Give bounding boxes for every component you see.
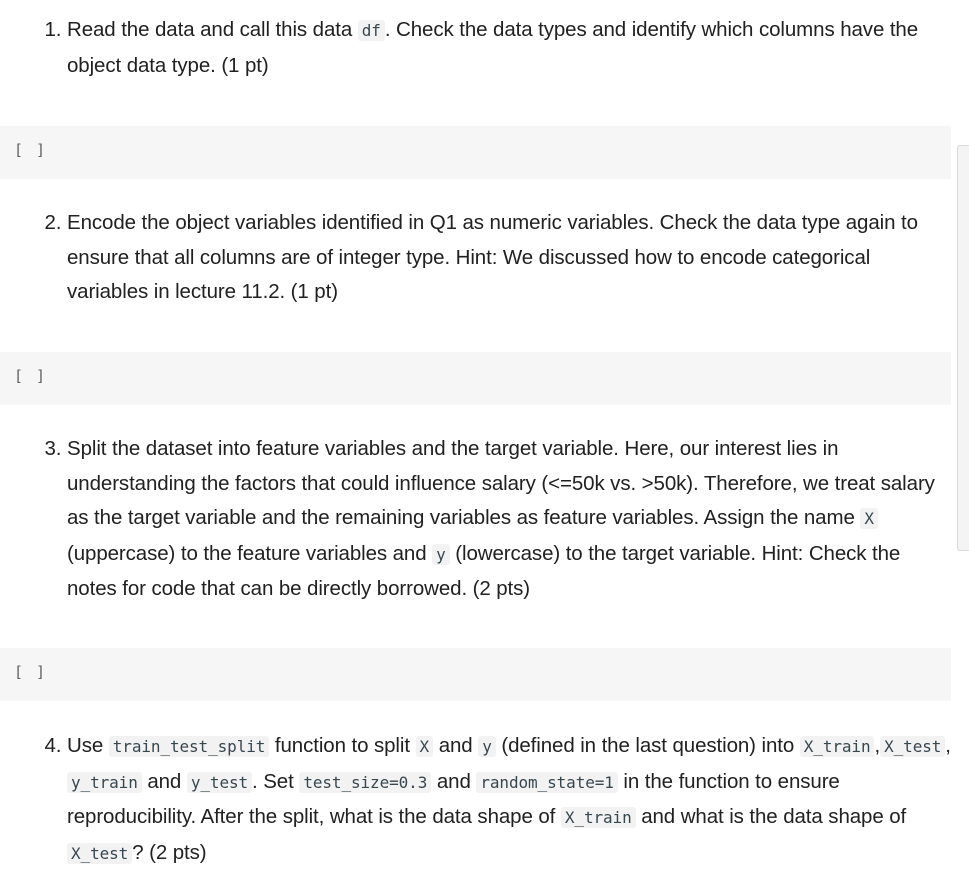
inline-code: y [478, 736, 496, 757]
inline-code: X_train [561, 807, 636, 828]
run-cell-button[interactable]: [ ] [14, 663, 48, 681]
inline-code: X_test [67, 843, 132, 864]
run-cell-button[interactable]: [ ] [14, 367, 48, 385]
code-cell-1[interactable] [0, 126, 951, 179]
inline-code: y [432, 544, 450, 565]
code-cell-3[interactable] [0, 648, 951, 701]
inline-code: X [416, 736, 434, 757]
inline-code: y_train [67, 772, 142, 793]
inline-code: X_test [880, 736, 945, 757]
inline-code: random_state=1 [476, 772, 617, 793]
question-3-cell [0, 432, 955, 607]
inline-code: y_test [187, 772, 252, 793]
scrollbar[interactable] [957, 145, 969, 551]
inline-code: X_train [800, 736, 875, 757]
question-4-cell [0, 729, 955, 871]
question-3-text: 3. Split the dataset into feature variables and the target variable. Here, our interest lies in understanding the factors that could influence salary (<=50k vs. >50k). Therefore, we treat salary as the target variable and the remaining variables as feature variables. Assign the name X (uppercase) to the feature variables and y (lowercase) to the target variable. Hint: Check the notes for code that can be directly borrowed. (2 pts) [67, 432, 955, 607]
code-cell-2[interactable] [0, 352, 951, 405]
question-2-text: 2. Encode the object variables identified in Q1 as numeric variables. Check the data type again to ensure that all columns are of integer type. Hint: We discussed how to encode categorical variables in lecture 11.2. (1 pt) [67, 206, 955, 310]
question-2-cell [0, 206, 955, 310]
inline-code: test_size=0.3 [299, 772, 431, 793]
inline-code: df [358, 20, 385, 41]
question-4-text: 4. Use train_test_split function to split X and y (defined in the last question) into X_train , X_test , y_train and y_test . Set test_size=0.3 and random_state=1 in the function to ensure reproducibility. After the split, what is the data shape of X_train and what is the data shape of X_test ? (2 pts) [67, 729, 955, 871]
run-cell-button[interactable]: [ ] [14, 141, 48, 159]
question-1-text: 1. Read the data and call this data df . Check the data types and identify which columns have the object data type. (1 pt) [67, 13, 955, 83]
question-1-cell [0, 13, 955, 83]
inline-code: train_test_split [109, 736, 270, 757]
inline-code: X [860, 508, 878, 529]
